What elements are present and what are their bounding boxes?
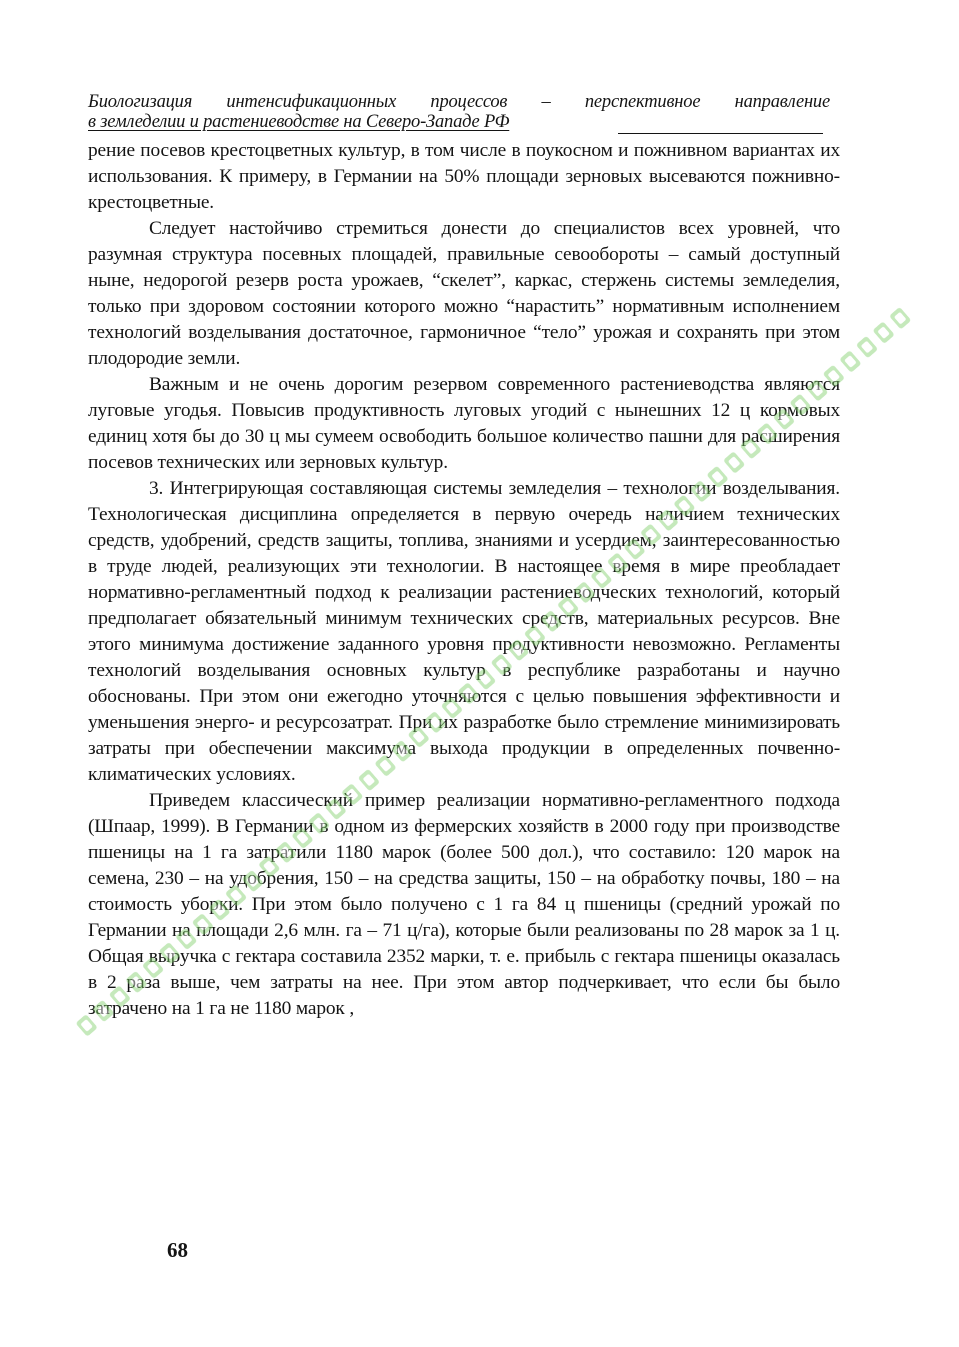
paragraph: Следует настойчиво стремиться донести до специалистов всех уровней, что разумная структура посевных площадей, правильные севообороты – самый доступный ныне, недорогой резерв роста урожаев, “скелет”, каркас, стержень системы земледелия, только при здоровом состоянии которого можно “нарастить” нормативным исполнением технологий возделывания достаточное, гармоничное “тело” урожая и сохранять при этом плодородие земли. bbox=[88, 218, 840, 369]
running-head-rule bbox=[618, 133, 823, 134]
paragraph-continued: рение посевов крестоцветных культур, в том числе в поукосном и пожнивном вариантах их использования. К примеру, в Германии на 50% площади зерновых высеваются пожнивно-крестоцветные. bbox=[88, 140, 840, 213]
paragraph: Важным и не очень дорогим резервом современного растениеводства являются луговые угодья. Повысив продуктивность луговых угодий с нынешних 12 ц кормовых единиц хотя бы до 30 ц мы сумеем освободить большое количество пашни для расширения посевов технических или зерновых культур. bbox=[88, 374, 840, 473]
paragraph: Приведем классический пример реализации нормативно-регламентного подхода (Шпаар, 1999). В Германии в одном из фермерских хозяйств в 2000 году при производстве пшеницы на 1 га затратили 1180 марок (более 500 дол.), что составило: 120 марок на семена, 230 – на удобрения, 150 – на средства защиты, 150 – на обработку почвы, 180 – на стоимость уборки. При этом было получено с 1 га 84 ц пшеницы (средний урожай по Германии на площади 2,6 млн. га – 71 ц/га), которые были реализованы по 28 марок за 1 ц. Общая выручка с гектара составила 2352 марки, т. е. прибыль с гектара пшеницы оказалась в 2 раза выше, чем затраты на нее. При этом автор подчеркивает, что если бы было затрачено на 1 га не 1180 марок , bbox=[88, 790, 840, 1019]
running-head-line-2: в земледелии и растениеводстве на Северо-Западе РФ bbox=[88, 112, 510, 132]
running-head bbox=[88, 92, 840, 132]
running-head-line-1: Биологизация интенсификационных процессов – перспективное направление bbox=[88, 92, 830, 112]
page bbox=[88, 92, 840, 1022]
page-number: 68 bbox=[167, 1238, 188, 1262]
paragraph: 3. Интегрирующая составляющая системы земледелия – технологии возделывания. Технологическая дисциплина определяется в первую очередь наличием технических средств, удобрений, средств защиты, топлива, знаниями и усердием, заинтересованностью в труде людей, реализующих эти технологии. В настоящее время в мире преобладает нормативно-регламентный подход к реализации растениеводческих технологий, который предполагает обязательный минимум технических средств, материальных ресурсов. Вне этого минимума достижение заданного уровня продуктивности невозможно. Регламенты технологий возделывания основных культур в республике разработаны и научно обоснованы. При этом они ежегодно уточняются с целью повышения эффективности и уменьшения энерго- и ресурсозатрат. При их разработке было стремление минимизировать затраты при обеспечении максимума выхода продукции в определенных почвенно-климатических условиях. bbox=[88, 478, 840, 785]
body-text bbox=[88, 138, 840, 1022]
